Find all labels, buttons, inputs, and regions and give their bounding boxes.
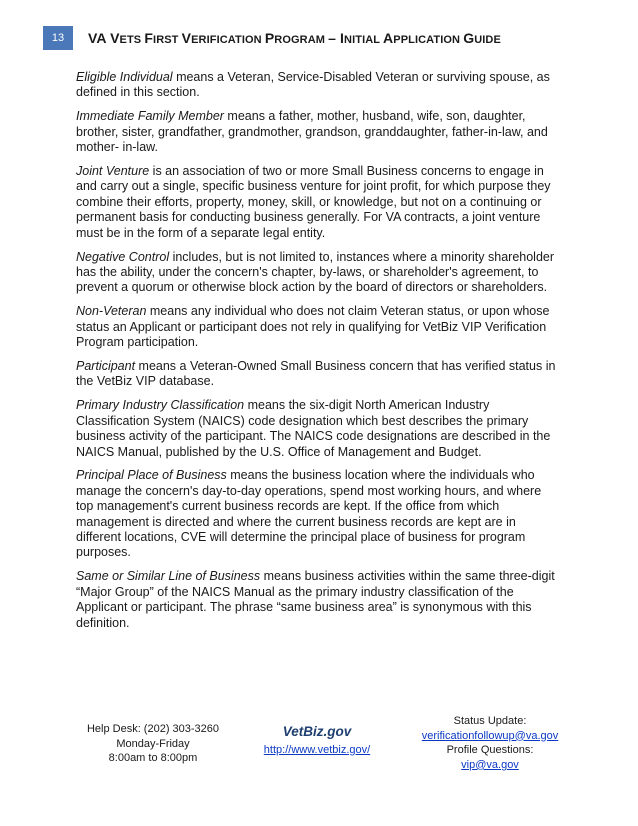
- definition-text: means a Veteran-Owned Small Business concern that has verified status in the VetBiz VIP database.: [76, 359, 556, 389]
- definition-text: includes, but is not limited to, instances where a minority shareholder has the ability, under the concern's chapter, by-laws, or shareholder's agreement, to prevent a quorum or otherwise block action by the board of directors or shareholders.: [76, 249, 555, 295]
- definition-text: means a father, mother, husband, wife, son, daughter, brother, sister, grandfather, grandmother, grandson, granddaughter, father-in-law, and mother- in-law.: [76, 109, 548, 155]
- title-segment: UIDE: [474, 34, 501, 46]
- site-url-link[interactable]: http://www.vetbiz.gov/: [263, 743, 371, 756]
- profile-email-link[interactable]: vip@va.gov: [461, 758, 519, 771]
- definition-text: means the six-digit North American Industry Classification System (NAICS) code designation which best describes the primary business activity of the participant. The NAICS code designations are described in the NAICS Manual, published by the U.S. Office of Management and Budget.: [76, 398, 551, 459]
- title-segment: A: [383, 30, 394, 46]
- page-number: 13: [43, 26, 73, 50]
- definition-paragraph: [76, 569, 561, 631]
- definition-text: is an association of two or more Small Business concerns to engage in and carry out a single, specific business venture for joint profit, for which purpose they combine their efforts, property, money, skill, or knowledge, but not on a continuing or permanent basis for conducting business generally. For VA contracts, a joint venture must be in the form of a separate legal entity.: [76, 164, 551, 240]
- status-email-link[interactable]: verificationfollowup@va.gov: [421, 729, 559, 742]
- definition-paragraph: [76, 109, 561, 155]
- title-segment: ETS: [119, 34, 145, 46]
- title-segment: PPLICATION: [393, 34, 464, 46]
- help-desk-hours: 8:00am to 8:00pm: [108, 752, 198, 765]
- title-segment: P: [264, 30, 275, 46]
- definition-paragraph: [76, 468, 561, 560]
- status-update-label: Status Update:: [453, 715, 527, 727]
- title-segment: ERIFICATION: [191, 34, 265, 46]
- title-segment: F: [144, 30, 154, 46]
- page-footer: [0, 712, 638, 802]
- definition-paragraph: [76, 398, 561, 460]
- profile-questions-label: Profile Questions:: [446, 744, 534, 757]
- definition-text: means a Veteran, Service-Disabled Veteran or surviving spouse, as defined in this section.: [76, 70, 550, 100]
- definition-term: Eligible Individual: [76, 70, 173, 84]
- help-desk-days: Monday-Friday: [116, 737, 190, 750]
- contact-info: [410, 714, 570, 772]
- definition-term: Participant: [76, 359, 136, 373]
- definition-text: means the business location where the individuals who manage the concern's day-to-day operations, spend most working hours, and where top management's current business records are kept. If the office from which management is directed and where the current business records are kept are in different locations, CVE will determine the principal place of business for program purposes.: [76, 468, 542, 560]
- page-header: [0, 26, 638, 50]
- document-title: [88, 30, 501, 46]
- help-desk-phone: Help Desk: (202) 303-3260: [86, 723, 220, 735]
- definition-term: Same or Similar Line of Business: [76, 569, 261, 584]
- definition-term: Negative Control: [76, 249, 170, 264]
- definition-paragraph: [76, 359, 561, 390]
- title-segment: V: [181, 30, 192, 46]
- title-segment: VA V: [88, 30, 120, 46]
- definition-paragraph: [76, 250, 561, 296]
- definition-term: Joint Venture: [76, 164, 150, 179]
- definition-paragraph: [76, 164, 561, 241]
- definition-paragraph: [76, 70, 561, 101]
- title-segment: IRST: [153, 34, 182, 46]
- definition-term: Non-Veteran: [76, 304, 147, 319]
- website-info: [242, 725, 392, 757]
- definition-paragraph: [76, 304, 561, 350]
- site-name: VetBiz.gov: [282, 724, 352, 739]
- definition-term: Immediate Family Member: [76, 109, 224, 124]
- title-segment: – I: [328, 30, 345, 46]
- definition-term: Principal Place of Business: [76, 468, 227, 483]
- help-desk-info: [78, 722, 228, 766]
- definition-text: means any individual who does not claim Veteran status, or upon whose status an Applicant or participant does not rely in qualifying for VetBiz VIP Verification Program participation.: [76, 304, 550, 350]
- definition-text: means business activities within the same three-digit “Major Group” of the NAICS Manual as the primary industry classification of the Applicant or participant. The phrase “same business area” is synonymous with this definition.: [76, 569, 555, 630]
- title-segment: G: [463, 30, 475, 46]
- title-segment: NITIAL: [344, 34, 384, 46]
- definition-term: Primary Industry Classification: [76, 398, 245, 413]
- title-segment: ROGRAM: [274, 34, 329, 46]
- definitions-list: [76, 70, 561, 640]
